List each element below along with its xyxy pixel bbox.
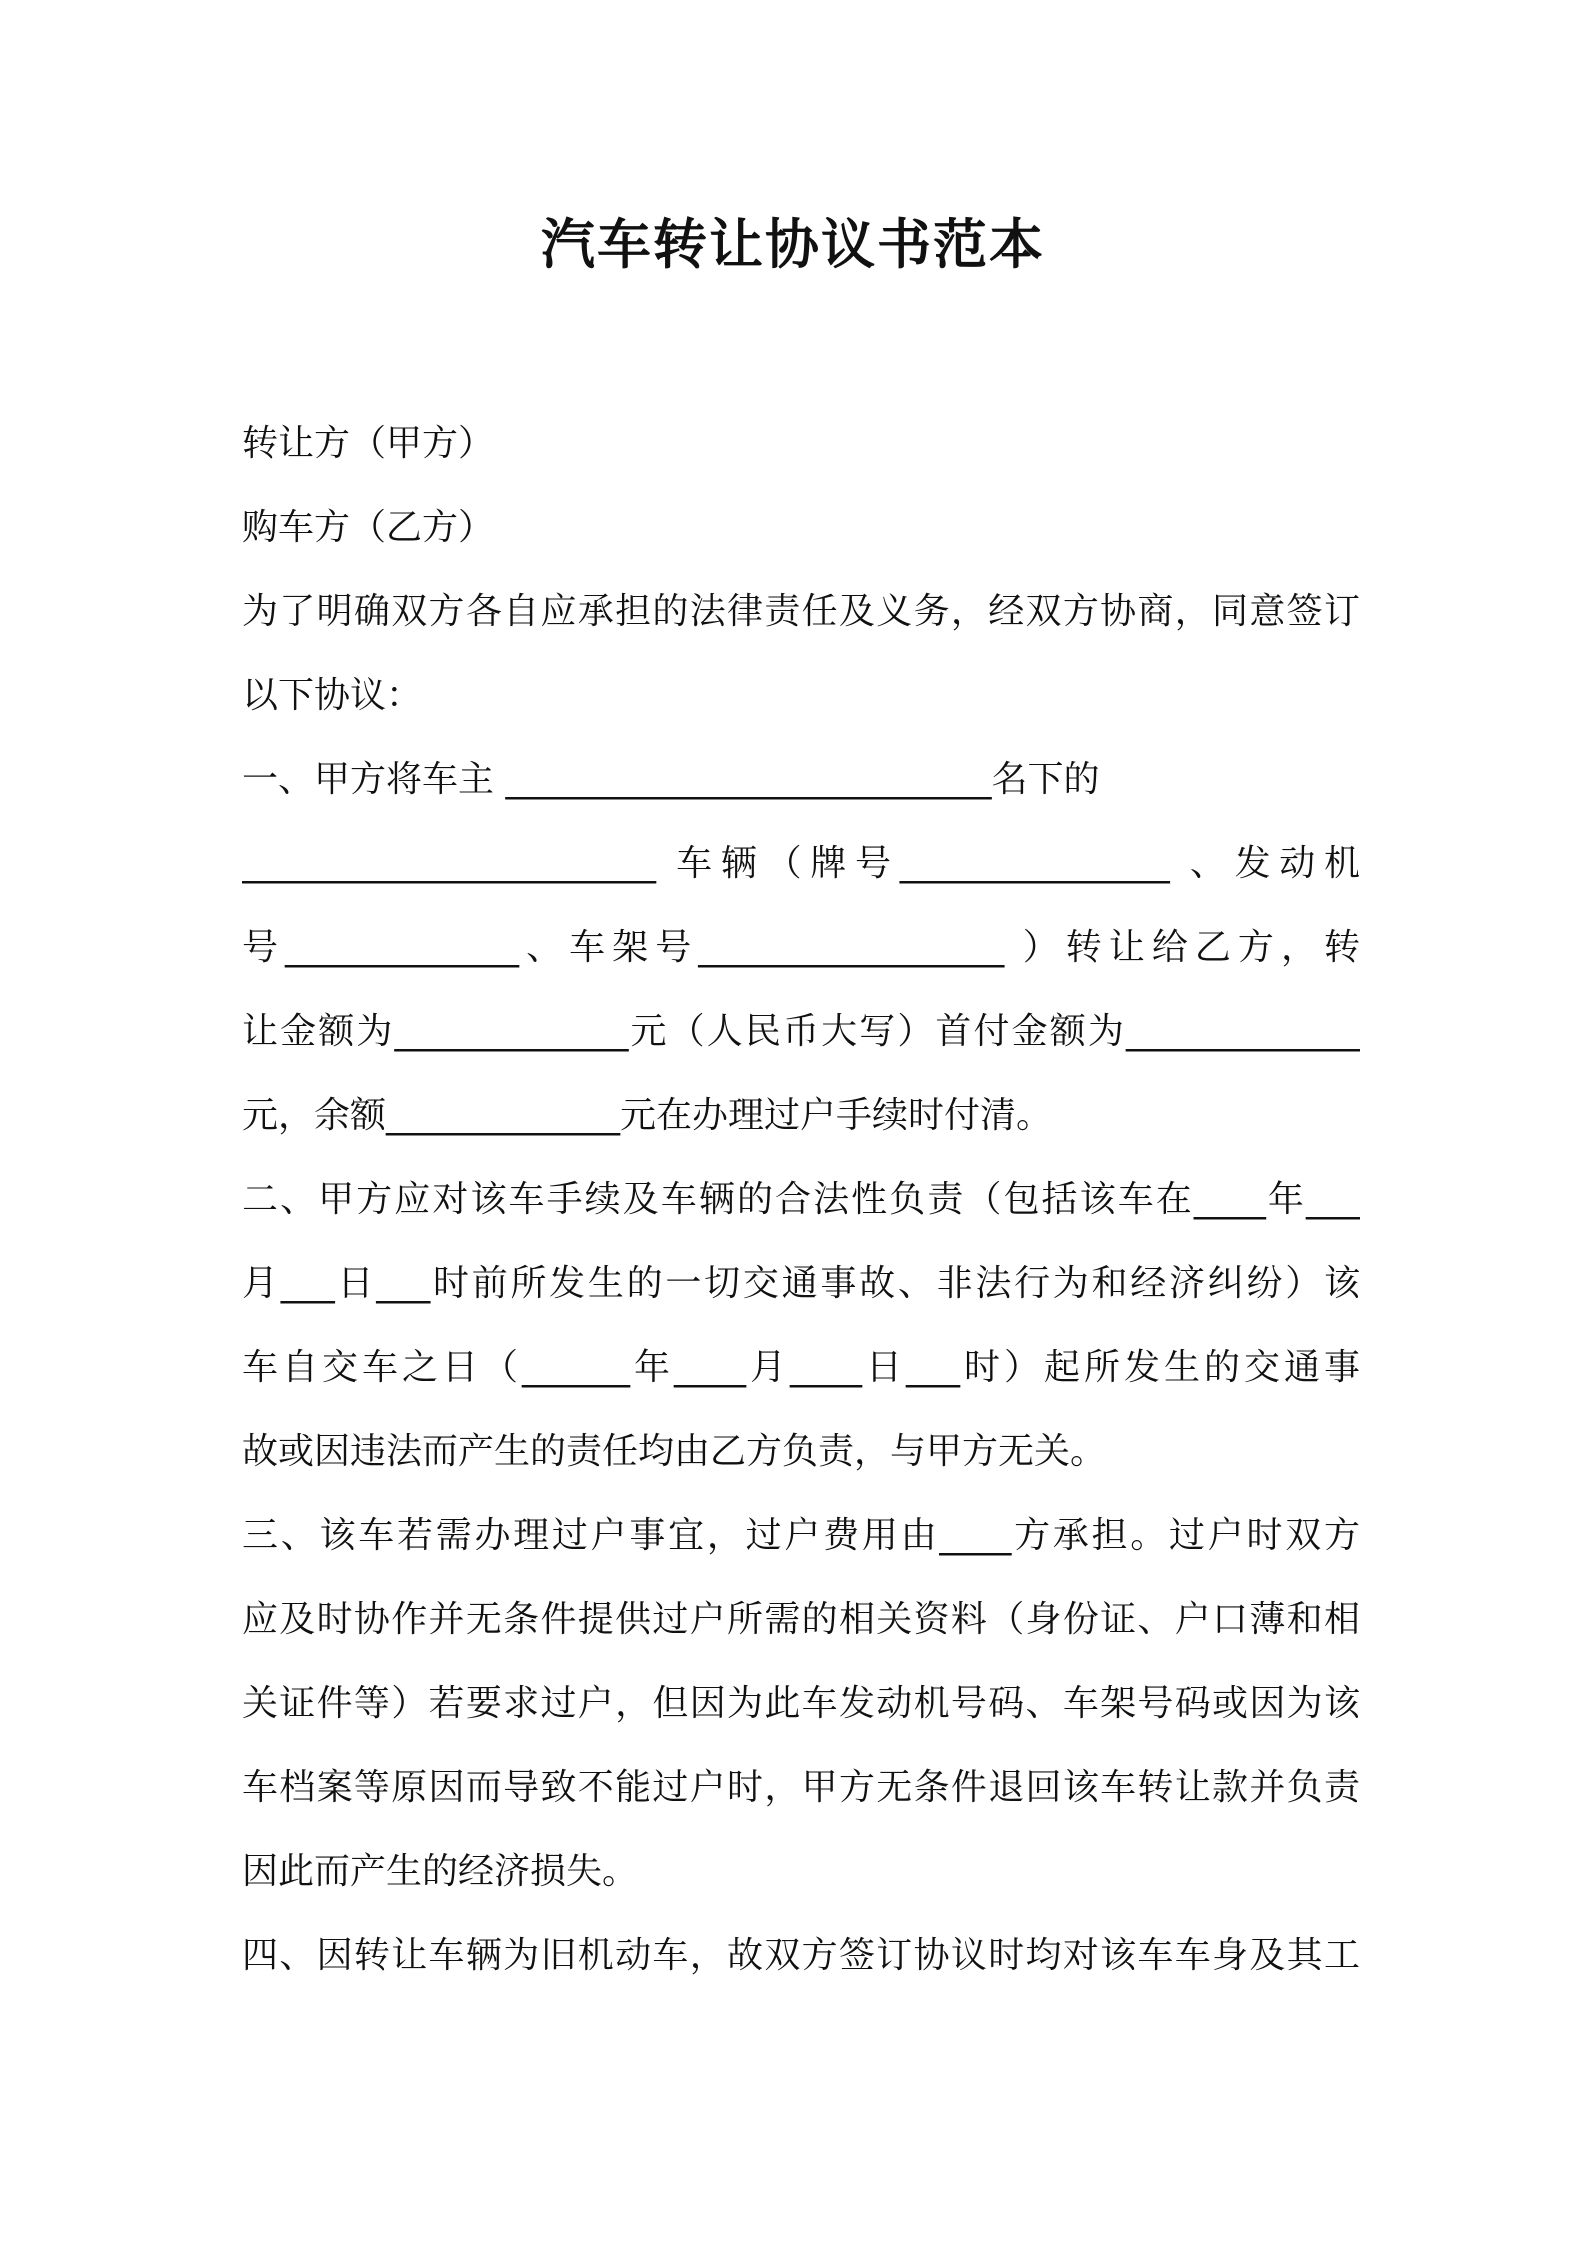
document-line: 购车方（乙方） bbox=[242, 507, 495, 548]
document-line: 车档案等原因而导致不能过户时，甲方无条件退回该车转让款并负责 bbox=[242, 1767, 1360, 1808]
document-line: 关证件等）若要求过户，但因为此车发动机号码、车架号码或因为该 bbox=[242, 1683, 1360, 1724]
document-body bbox=[242, 402, 1360, 1998]
document-line: 号_____________、车架号_________________ ）转让给乙方，转 bbox=[242, 927, 1360, 968]
document-line: 三、该车若需办理过户事宜，过户费用由____方承担。过户时双方 bbox=[242, 1515, 1360, 1556]
document-line: 二、甲方应对该车手续及车辆的合法性负责（包括该车在____年___ bbox=[242, 1179, 1360, 1220]
document-line: 一、甲方将车主 ___________________________名下的 bbox=[242, 759, 1100, 800]
document-line: 因此而产生的经济损失。 bbox=[242, 1851, 639, 1892]
document-line: 应及时协作并无条件提供过户所需的相关资料（身份证、户口薄和相 bbox=[242, 1599, 1360, 1640]
document-line: 为了明确双方各自应承担的法律责任及义务，经双方协商，同意签订 bbox=[242, 591, 1360, 632]
document-line: 故或因违法而产生的责任均由乙方负责，与甲方无关。 bbox=[242, 1431, 1107, 1472]
document-line: 车自交车之日（______年____月____日___时）起所发生的交通事 bbox=[242, 1347, 1360, 1388]
document-line: 转让方（甲方） bbox=[242, 423, 495, 464]
document-line: 四、因转让车辆为旧机动车，故双方签订协议时均对该车车身及其工 bbox=[242, 1935, 1360, 1976]
document-title: 汽车转让协议书范本 bbox=[541, 213, 1045, 276]
document-line: 元，余额_____________元在办理过户手续时付清。 bbox=[242, 1095, 1053, 1136]
document-line: _______________________ 车辆（牌号_______________ 、发动机 bbox=[242, 843, 1360, 884]
document-line: 月___日___时前所发生的一切交通事故、非法行为和经济纠纷）该 bbox=[242, 1263, 1360, 1304]
document-line: 让金额为_____________元（人民币大写）首付金额为_____________ bbox=[242, 1011, 1360, 1052]
document-line: 以下协议： bbox=[242, 675, 423, 716]
